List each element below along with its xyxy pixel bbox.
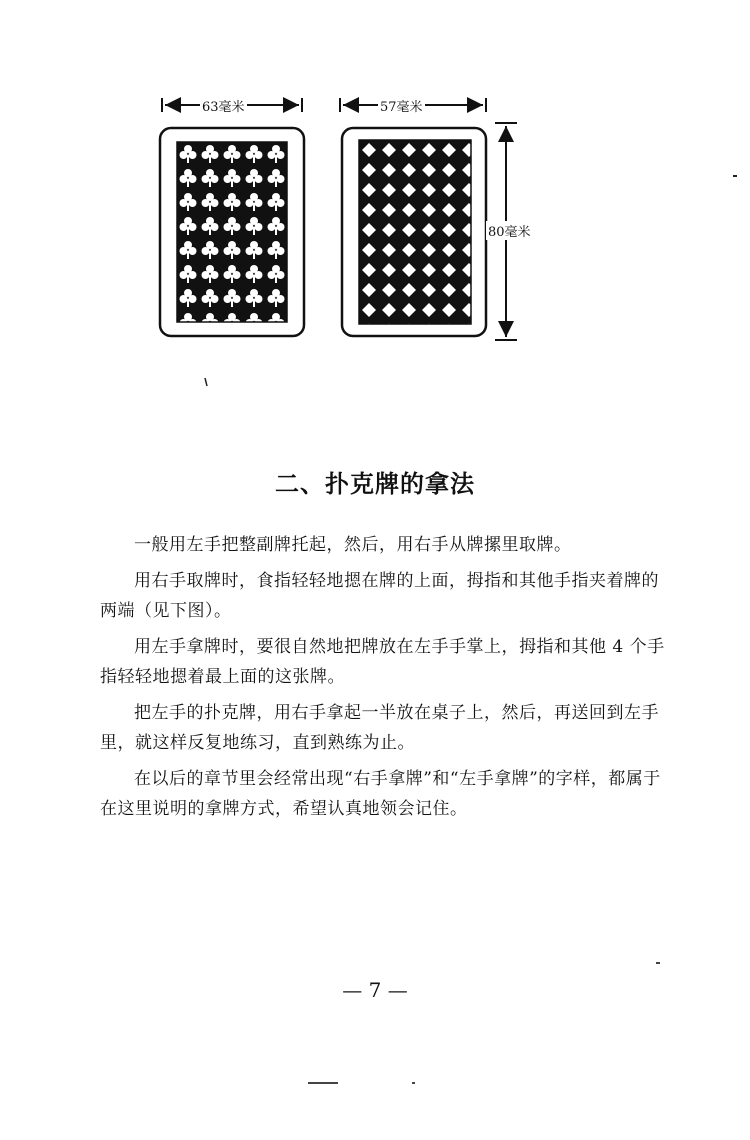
scan-artifact [308, 1082, 338, 1084]
scan-artifact [412, 1082, 415, 1084]
right-card-width-label: 57毫米 [378, 96, 425, 115]
left-card-width-label: 63毫米 [200, 96, 247, 115]
paragraph: 用左手拿牌时，要很自然地把牌放在左手手掌上，拇指和其他 4 个手指轻轻地摁着最上面的这张牌。 [100, 637, 665, 687]
card-height-label: 80毫米 [486, 221, 533, 240]
card-dimension-figure [0, 0, 750, 420]
paragraph: 用右手取牌时，食指轻轻地摁在牌的上面，拇指和其他手指夹着牌的两端（见下图）。 [100, 571, 659, 621]
paragraph: 在以后的章节里会经常出现“右手拿牌”和“左手拿牌”的字样，都属于在这里说明的拿牌方式，希望认真地领会记住。 [100, 769, 661, 819]
paragraph: 把左手的扑克牌，用右手拿起一半放在桌子上，然后，再送回到左手里，就这样反复地练习，直到熟练为止。 [100, 703, 659, 753]
scan-artifact [656, 962, 660, 964]
left-playing-card [160, 128, 304, 336]
section-title: 二、扑克牌的拿法 [275, 469, 475, 498]
paragraph: 一般用左手把整副牌托起，然后，用右手从牌摞里取牌。 [134, 535, 572, 555]
section-body [100, 530, 665, 824]
right-playing-card [342, 128, 486, 336]
page-number: — 7 — [342, 978, 408, 1002]
